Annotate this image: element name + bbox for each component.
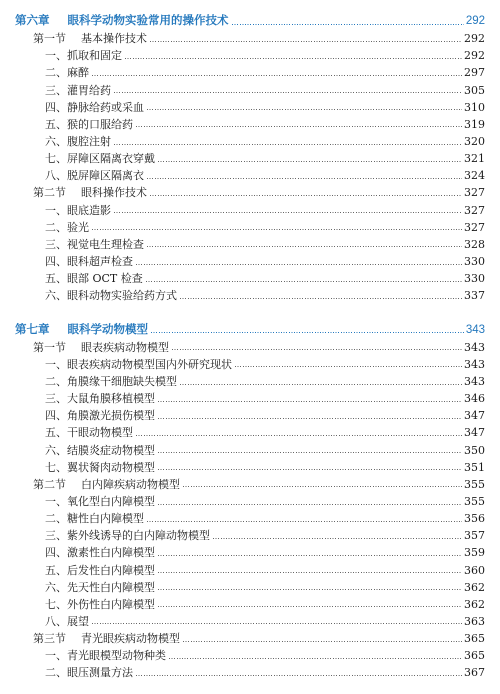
item-page-number: 357 xyxy=(464,529,485,543)
section-title: 眼科操作技术 xyxy=(81,186,147,200)
item-page-number: 363 xyxy=(464,614,485,628)
dot-leader xyxy=(92,229,462,230)
item-title: 五、后发性白内障模型 xyxy=(45,563,155,577)
dot-leader xyxy=(147,178,462,179)
dot-leader xyxy=(147,521,462,522)
item-page-number: 362 xyxy=(464,580,485,594)
item-title: 一、眼底造影 xyxy=(45,203,111,217)
toc-item-row xyxy=(15,253,485,270)
dot-leader xyxy=(150,195,462,196)
toc-item-row xyxy=(15,459,485,476)
item-title: 三、灌胃给药 xyxy=(45,83,111,97)
item-title: 二、麻醉 xyxy=(45,66,89,80)
section-heading xyxy=(33,339,169,356)
section-page-number: 343 xyxy=(464,340,485,354)
dot-leader xyxy=(158,555,462,556)
dot-leader xyxy=(136,264,462,265)
item-page-number: 347 xyxy=(464,426,485,440)
toc-item-row xyxy=(15,167,485,184)
toc-item-row xyxy=(15,596,485,613)
toc-item-row xyxy=(15,287,485,304)
item-title: 一、眼表疾病动物模型国内外研究现状 xyxy=(45,357,232,371)
item-title: 六、腹腔注射 xyxy=(45,135,111,149)
dot-leader xyxy=(158,606,462,607)
item-title: 四、角膜激光损伤模型 xyxy=(45,409,155,423)
item-title: 六、眼科动物实验给药方式 xyxy=(45,289,177,303)
section-title: 青光眼疾病动物模型 xyxy=(81,632,180,646)
chapter-number: 第七章 xyxy=(15,323,50,336)
item-page-number: 297 xyxy=(464,66,485,80)
toc-chapter-block xyxy=(15,13,485,304)
toc-chapter-block xyxy=(15,322,485,682)
toc-item-row xyxy=(15,236,485,253)
section-title: 眼表疾病动物模型 xyxy=(81,340,169,354)
toc-item-row xyxy=(15,493,485,510)
item-title: 六、结膜炎症动物模型 xyxy=(45,443,155,457)
dot-leader xyxy=(158,469,462,470)
item-page-number: 330 xyxy=(464,255,485,269)
dot-leader xyxy=(136,435,462,436)
item-page-number: 321 xyxy=(464,152,485,166)
section-page-number: 365 xyxy=(464,632,485,646)
toc-item-row xyxy=(15,99,485,116)
toc-item-row xyxy=(15,424,485,441)
item-page-number: 351 xyxy=(464,460,485,474)
dot-leader xyxy=(158,589,462,590)
item-title: 三、视觉电生理检查 xyxy=(45,237,144,251)
item-title: 三、紫外线诱导的白内障动物模型 xyxy=(45,529,210,543)
toc-item-row xyxy=(15,562,485,579)
item-title: 五、眼部 OCT 检查 xyxy=(45,272,143,286)
section-heading xyxy=(33,184,147,201)
item-page-number: 350 xyxy=(464,443,485,457)
item-title: 八、脱屏障区隔离衣 xyxy=(45,169,144,183)
section-heading xyxy=(33,630,180,647)
toc-item-row xyxy=(15,442,485,459)
item-page-number: 327 xyxy=(464,203,485,217)
item-page-number: 343 xyxy=(464,357,485,371)
dot-leader xyxy=(151,332,464,333)
section-page-number: 355 xyxy=(464,477,485,491)
toc-item-row xyxy=(15,356,485,373)
toc-item-row xyxy=(15,270,485,287)
toc-item-row xyxy=(15,510,485,527)
section-page-number: 327 xyxy=(464,186,485,200)
item-page-number: 330 xyxy=(464,272,485,286)
item-title: 四、激素性白内障模型 xyxy=(45,546,155,560)
dot-leader xyxy=(172,349,462,350)
dot-leader xyxy=(150,41,462,42)
toc-item-row xyxy=(15,150,485,167)
item-page-number: 365 xyxy=(464,649,485,663)
item-title: 五、干眼动物模型 xyxy=(45,426,133,440)
item-title: 二、眼压测量方法 xyxy=(45,666,133,680)
toc-section-row xyxy=(15,30,485,47)
dot-leader xyxy=(180,298,462,299)
toc-chapter-row xyxy=(15,322,485,339)
item-page-number: 328 xyxy=(464,237,485,251)
dot-leader xyxy=(125,58,462,59)
chapter-title: 眼科学动物实验常用的操作技术 xyxy=(67,15,229,28)
toc-item-row xyxy=(15,664,485,681)
item-page-number: 305 xyxy=(464,83,485,97)
dot-leader xyxy=(114,144,462,145)
chapter-page-number: 292 xyxy=(465,15,485,28)
toc-chapter-row xyxy=(15,13,485,30)
toc-item-row xyxy=(15,544,485,561)
item-title: 二、验光 xyxy=(45,220,89,234)
dot-leader xyxy=(158,161,462,162)
item-title: 二、糖性白内障模型 xyxy=(45,512,144,526)
item-page-number: 319 xyxy=(464,117,485,131)
toc-item-row xyxy=(15,407,485,424)
item-title: 六、先天性白内障模型 xyxy=(45,580,155,594)
item-page-number: 356 xyxy=(464,512,485,526)
item-page-number: 359 xyxy=(464,546,485,560)
dot-leader xyxy=(136,675,462,676)
item-page-number: 346 xyxy=(464,392,485,406)
chapter-heading xyxy=(15,322,148,339)
toc-section-row xyxy=(15,630,485,647)
section-number: 第二节 xyxy=(33,186,66,200)
item-page-number: 337 xyxy=(464,289,485,303)
toc-item-row xyxy=(15,373,485,390)
dot-leader xyxy=(114,212,462,213)
toc-section-row xyxy=(15,184,485,201)
item-page-number: 355 xyxy=(464,495,485,508)
item-page-number: 367 xyxy=(464,666,485,680)
chapter-heading xyxy=(15,13,229,30)
dot-leader xyxy=(213,538,462,539)
item-title: 一、青光眼模型动物种类 xyxy=(45,649,166,663)
dot-leader xyxy=(158,452,462,453)
dot-leader xyxy=(235,366,462,367)
item-title: 七、翼状胬肉动物模型 xyxy=(45,460,155,474)
dot-leader xyxy=(146,281,462,282)
dot-leader xyxy=(232,24,464,25)
toc-item-row xyxy=(15,47,485,64)
item-page-number: 360 xyxy=(464,563,485,577)
item-title: 一、抓取和固定 xyxy=(45,49,122,63)
toc-item-row xyxy=(15,133,485,150)
section-number: 第一节 xyxy=(33,32,66,46)
dot-leader xyxy=(92,623,462,624)
dot-leader xyxy=(158,504,462,505)
item-title: 七、外伤性白内障模型 xyxy=(45,597,155,611)
item-title: 一、氧化型白内障模型 xyxy=(45,495,155,508)
item-page-number: 343 xyxy=(464,375,485,389)
toc-item-row xyxy=(15,579,485,596)
item-title: 八、展望 xyxy=(45,614,89,628)
item-page-number: 310 xyxy=(464,100,485,114)
item-title: 二、角膜缘干细胞缺失模型 xyxy=(45,375,177,389)
toc-item-row xyxy=(15,116,485,133)
dot-leader xyxy=(183,641,462,642)
dot-leader xyxy=(147,109,462,110)
dot-leader xyxy=(158,401,462,402)
dot-leader xyxy=(183,486,462,487)
toc-item-row xyxy=(15,527,485,544)
toc-item-row xyxy=(15,64,485,81)
toc-item-row xyxy=(15,613,485,630)
dot-leader xyxy=(114,92,462,93)
item-page-number: 362 xyxy=(464,597,485,611)
toc-section-row xyxy=(15,476,485,493)
toc-section-row xyxy=(15,339,485,356)
item-title: 七、屏障区隔离衣穿戴 xyxy=(45,152,155,166)
chapter-number: 第六章 xyxy=(15,15,50,28)
toc-item-row xyxy=(15,82,485,99)
dot-leader xyxy=(169,658,462,659)
section-number: 第三节 xyxy=(33,632,66,646)
dot-leader xyxy=(158,572,462,573)
chapter-title: 眼科学动物模型 xyxy=(67,323,148,336)
item-page-number: 320 xyxy=(464,135,485,149)
dot-leader xyxy=(92,75,462,76)
item-page-number: 324 xyxy=(464,169,485,183)
section-number: 第二节 xyxy=(33,477,66,491)
section-heading xyxy=(33,476,180,493)
section-number: 第一节 xyxy=(33,340,66,354)
section-page-number: 292 xyxy=(464,32,485,46)
item-page-number: 292 xyxy=(464,49,485,63)
section-title: 基本操作技术 xyxy=(81,32,147,46)
item-title: 五、猴的口服给药 xyxy=(45,117,133,131)
dot-leader xyxy=(180,384,462,385)
dot-leader xyxy=(147,246,462,247)
toc-item-row xyxy=(15,202,485,219)
toc-item-row xyxy=(15,219,485,236)
item-title: 四、静脉给药或采血 xyxy=(45,100,144,114)
dot-leader xyxy=(136,126,462,127)
section-heading xyxy=(33,30,147,47)
toc-item-row xyxy=(15,390,485,407)
toc-item-row xyxy=(15,647,485,664)
item-page-number: 327 xyxy=(464,220,485,234)
item-title: 四、眼科超声检查 xyxy=(45,255,133,269)
chapter-page-number: 343 xyxy=(465,323,485,336)
item-title: 三、大鼠角膜移植模型 xyxy=(45,392,155,406)
dot-leader xyxy=(158,418,462,419)
section-title: 白内障疾病动物模型 xyxy=(81,477,180,491)
item-page-number: 347 xyxy=(464,409,485,423)
